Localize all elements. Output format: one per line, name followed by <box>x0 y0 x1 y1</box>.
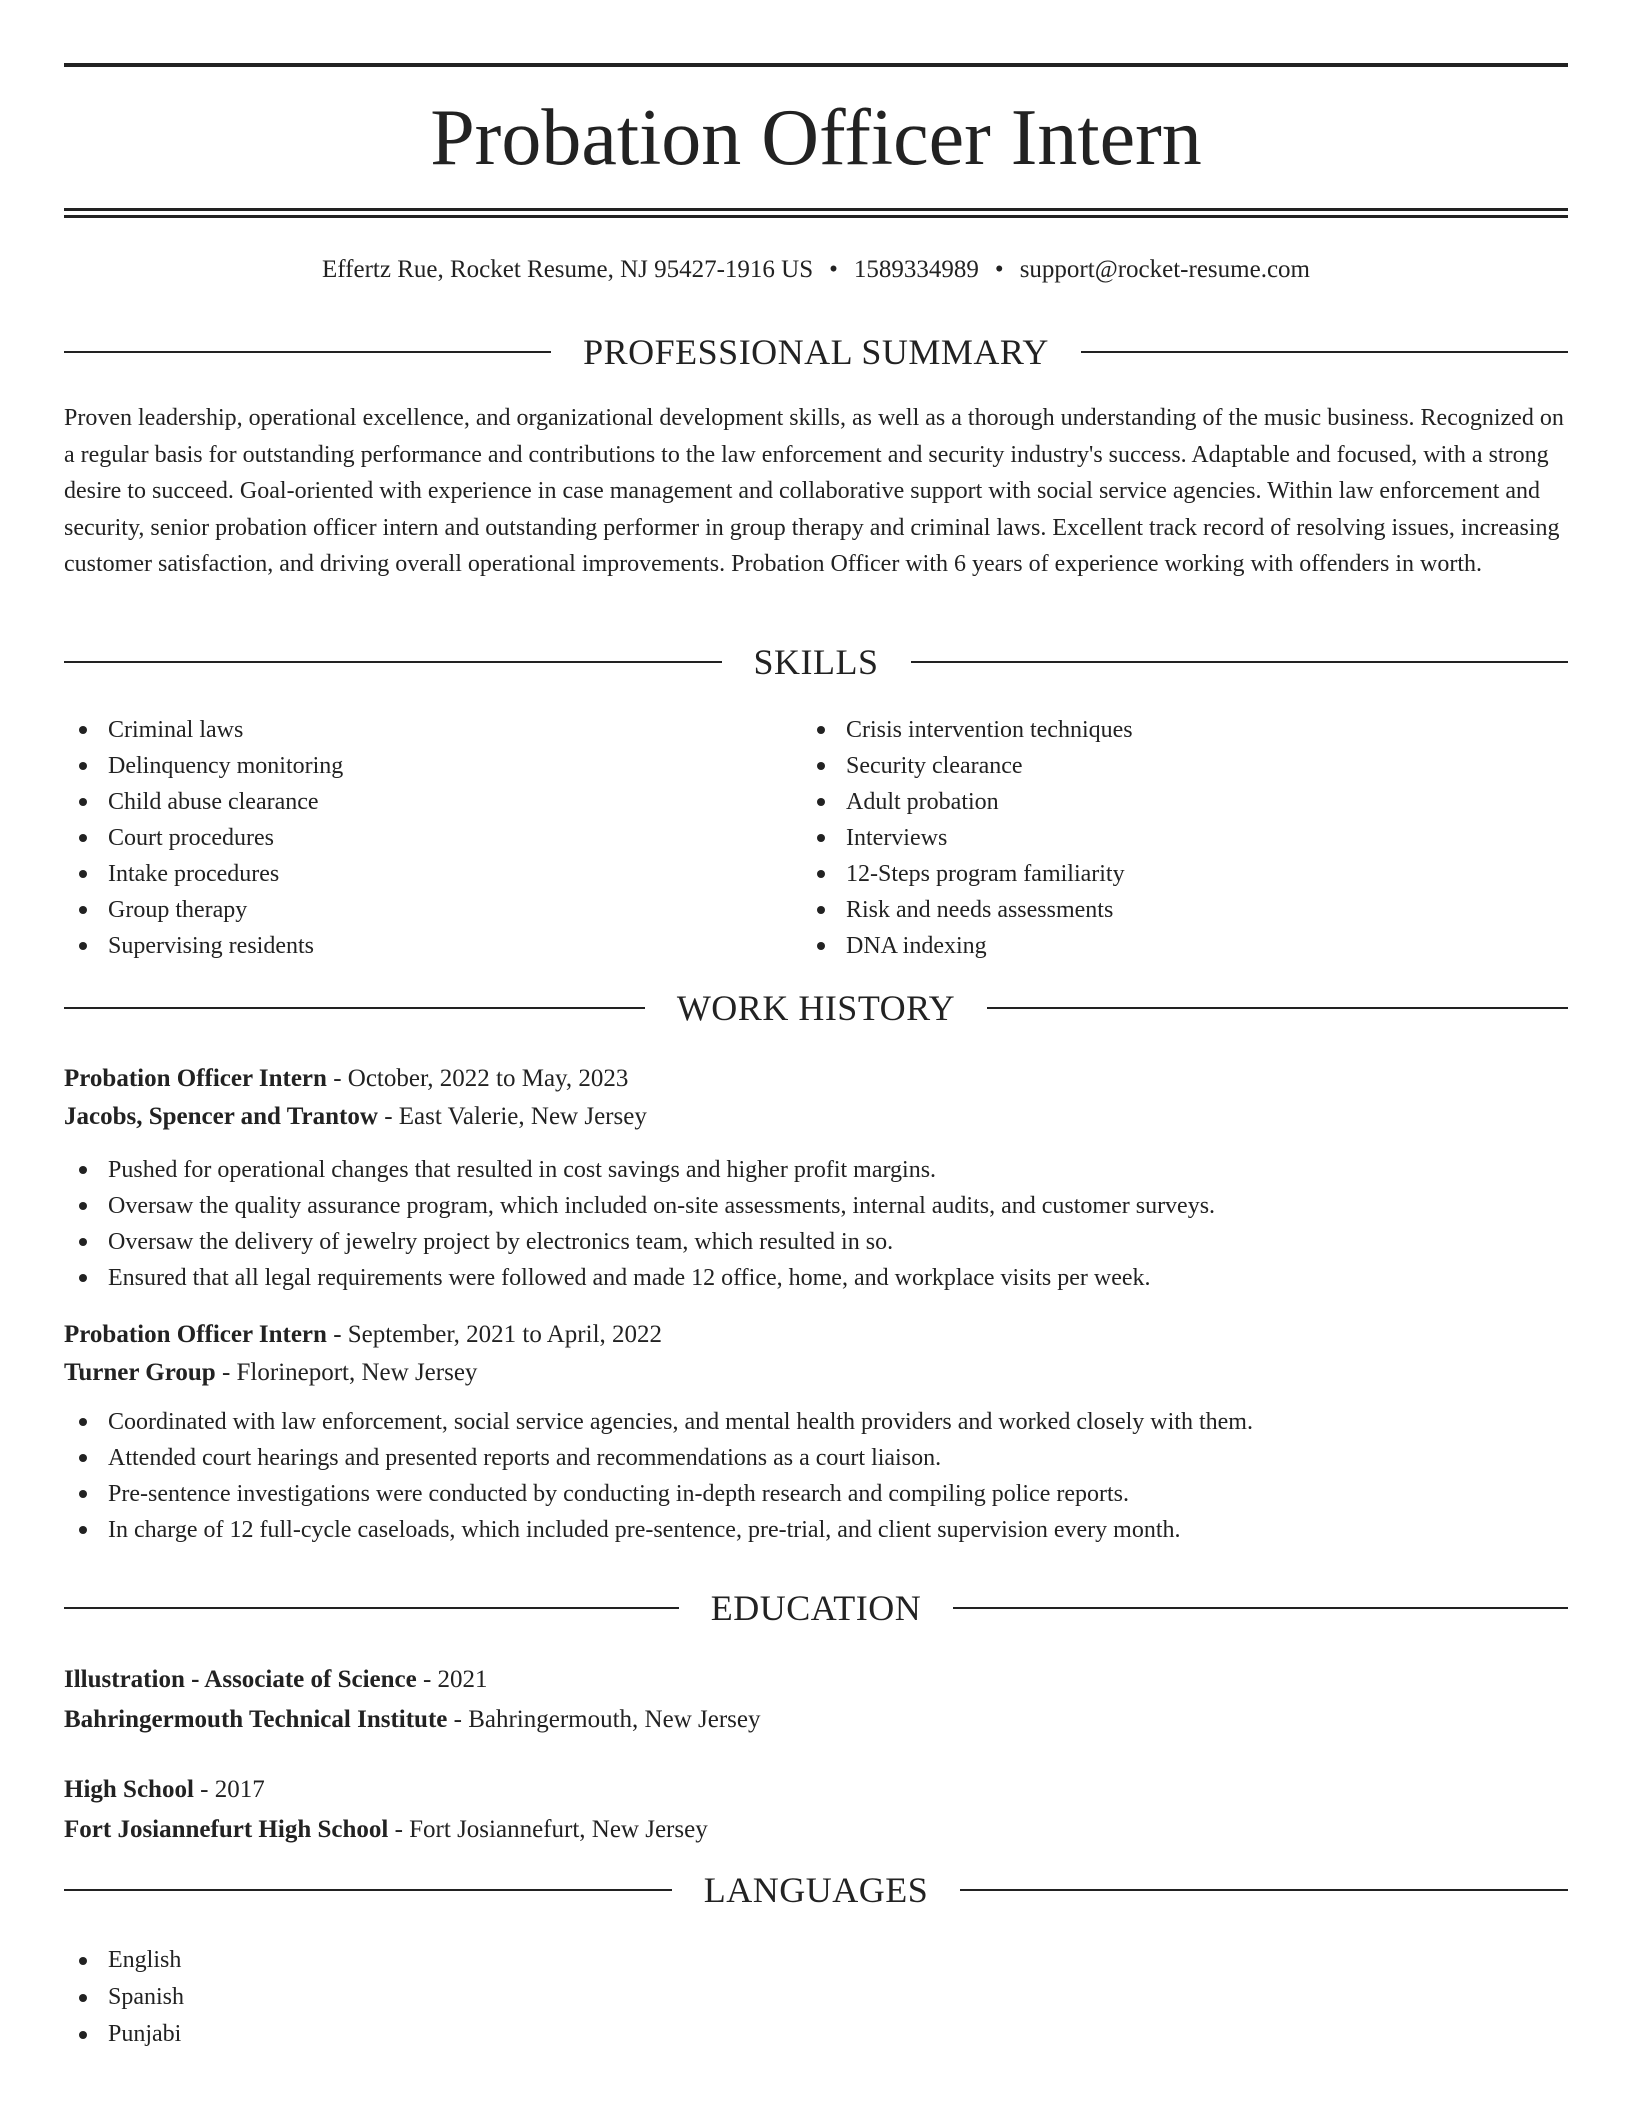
education-year: - 2017 <box>193 1776 265 1803</box>
work-heading <box>64 986 1568 1030</box>
education-entry <box>64 1660 1568 1740</box>
heading-rule-right <box>911 661 1569 663</box>
skill-item: Delinquency monitoring <box>64 748 343 784</box>
heading-rule-right <box>960 1889 1568 1891</box>
education-school: Bahringermouth Technical Institute <box>64 1706 448 1733</box>
contact-address: Effertz Rue, Rocket Resume, NJ 95427-1916 US <box>322 256 814 283</box>
education-heading <box>64 1586 1568 1630</box>
skill-item: Supervising residents <box>64 928 343 964</box>
job-company: Turner Group <box>64 1359 216 1386</box>
heading-rule-left <box>64 1007 645 1009</box>
job-bullet: Oversaw the quality assurance program, which included on-site assessments, internal audits, and customer surveys. <box>64 1188 1568 1224</box>
languages-heading-text: LANGUAGES <box>703 1870 929 1910</box>
language-item: Punjabi <box>64 2016 184 2053</box>
job-company-line <box>64 1354 1568 1392</box>
education-degree-line <box>64 1770 1568 1810</box>
job-bullet: Pre-sentence investigations were conducted by conducting in-depth research and compiling police reports. <box>64 1476 1568 1512</box>
skills-list-right <box>802 712 1133 964</box>
languages-heading <box>64 1868 1568 1912</box>
job-title: Probation Officer Intern <box>64 1065 327 1092</box>
skill-item: 12-Steps program familiarity <box>802 856 1133 892</box>
heading-rule-right <box>1081 351 1568 353</box>
skills-heading <box>64 640 1568 684</box>
education-degree: High School <box>64 1776 194 1803</box>
skill-item: Intake procedures <box>64 856 343 892</box>
header-top-rule <box>64 63 1568 67</box>
summary-text: Proven leadership, operational excellence, and organizational development skills, as well as a thorough understanding of the music business. Recognized on a regular basis for outstanding performance and contributions to the law enforcement and security industry's success. Adaptable and focused, with a strong desire to succeed. Goal-oriented with experience in case management and collaborative support with social service agencies. Within law enforcement and security, senior probation officer intern and outstanding performer in group therapy and criminal laws. Excellent track record of resolving issues, increasing customer satisfaction, and driving overall operational improvements. Probation Officer with 6 years of experience working with offenders in worth. <box>64 405 1564 577</box>
language-item: English <box>64 1942 184 1979</box>
job-title-line <box>64 1316 1568 1354</box>
skill-item: Security clearance <box>802 748 1133 784</box>
education-location: - Bahringermouth, New Jersey <box>447 1706 761 1733</box>
language-item: Spanish <box>64 1979 184 2016</box>
skills-list-left <box>64 712 343 964</box>
heading-rule-left <box>64 351 551 353</box>
summary-heading-text: PROFESSIONAL SUMMARY <box>583 332 1049 372</box>
job-bullet: Attended court hearings and presented reports and recommendations as a court liaison. <box>64 1440 1568 1476</box>
education-school-line <box>64 1700 1568 1740</box>
skill-item: Risk and needs assessments <box>802 892 1133 928</box>
education-school-line <box>64 1810 1568 1850</box>
job-bullet: Pushed for operational changes that resulted in cost savings and higher profit margins. <box>64 1152 1568 1188</box>
heading-rule-left <box>64 1607 679 1609</box>
job-dates: - September, 2021 to April, 2022 <box>326 1321 663 1348</box>
job-entry <box>64 1060 1568 1296</box>
contact-separator: • <box>994 256 1004 283</box>
education-degree-line <box>64 1660 1568 1700</box>
contact-separator: • <box>829 256 838 283</box>
contact-phone: 1589334989 <box>853 256 979 283</box>
heading-rule-left <box>64 1889 672 1891</box>
contact-line <box>64 254 1568 286</box>
header-rule-upper <box>64 208 1568 211</box>
job-company: Jacobs, Spencer and Trantow <box>64 1103 378 1130</box>
heading-rule-right <box>987 1007 1568 1009</box>
education-year: - 2021 <box>416 1666 488 1693</box>
job-bullets <box>64 1152 1568 1296</box>
header-rule-lower <box>64 215 1568 218</box>
summary-heading <box>64 330 1568 374</box>
education-location: - Fort Josiannefurt, New Jersey <box>388 1816 708 1843</box>
job-location: - Florineport, New Jersey <box>215 1359 478 1386</box>
contact-email: support@rocket-resume.com <box>1019 256 1310 283</box>
job-bullet: Coordinated with law enforcement, social service agencies, and mental health providers and worked closely with them. <box>64 1404 1568 1440</box>
skill-item: Adult probation <box>802 784 1133 820</box>
skill-item: Criminal laws <box>64 712 343 748</box>
skill-item: Interviews <box>802 820 1133 856</box>
education-school: Fort Josiannefurt High School <box>64 1816 389 1843</box>
job-location: - East Valerie, New Jersey <box>377 1103 647 1130</box>
education-heading-text: EDUCATION <box>710 1588 922 1628</box>
job-bullet: Ensured that all legal requirements were followed and made 12 office, home, and workplace visits per week. <box>64 1260 1568 1296</box>
work-heading-text: WORK HISTORY <box>676 988 956 1028</box>
heading-rule-right <box>953 1607 1568 1609</box>
job-company-line <box>64 1098 1568 1136</box>
skill-item: Court procedures <box>64 820 343 856</box>
skill-item: Crisis intervention techniques <box>802 712 1133 748</box>
job-bullets <box>64 1404 1568 1548</box>
job-entry <box>64 1316 1568 1548</box>
job-title: Probation Officer Intern <box>64 1321 327 1348</box>
job-bullet: Oversaw the delivery of jewelry project by electronics team, which resulted in so. <box>64 1224 1568 1260</box>
languages-list <box>64 1942 184 2053</box>
job-dates: - October, 2022 to May, 2023 <box>326 1065 629 1092</box>
skill-item: Group therapy <box>64 892 343 928</box>
candidate-name: Probation Officer Intern <box>430 94 1202 182</box>
job-bullet: In charge of 12 full-cycle caseloads, which included pre-sentence, pre-trial, and client supervision every month. <box>64 1512 1568 1548</box>
job-title-line <box>64 1060 1568 1098</box>
skill-item: DNA indexing <box>802 928 1133 964</box>
skills-heading-text: SKILLS <box>753 642 879 682</box>
education-degree: Illustration - Associate of Science <box>64 1666 417 1693</box>
heading-rule-left <box>64 661 722 663</box>
skill-item: Child abuse clearance <box>64 784 343 820</box>
education-entry <box>64 1770 1568 1850</box>
